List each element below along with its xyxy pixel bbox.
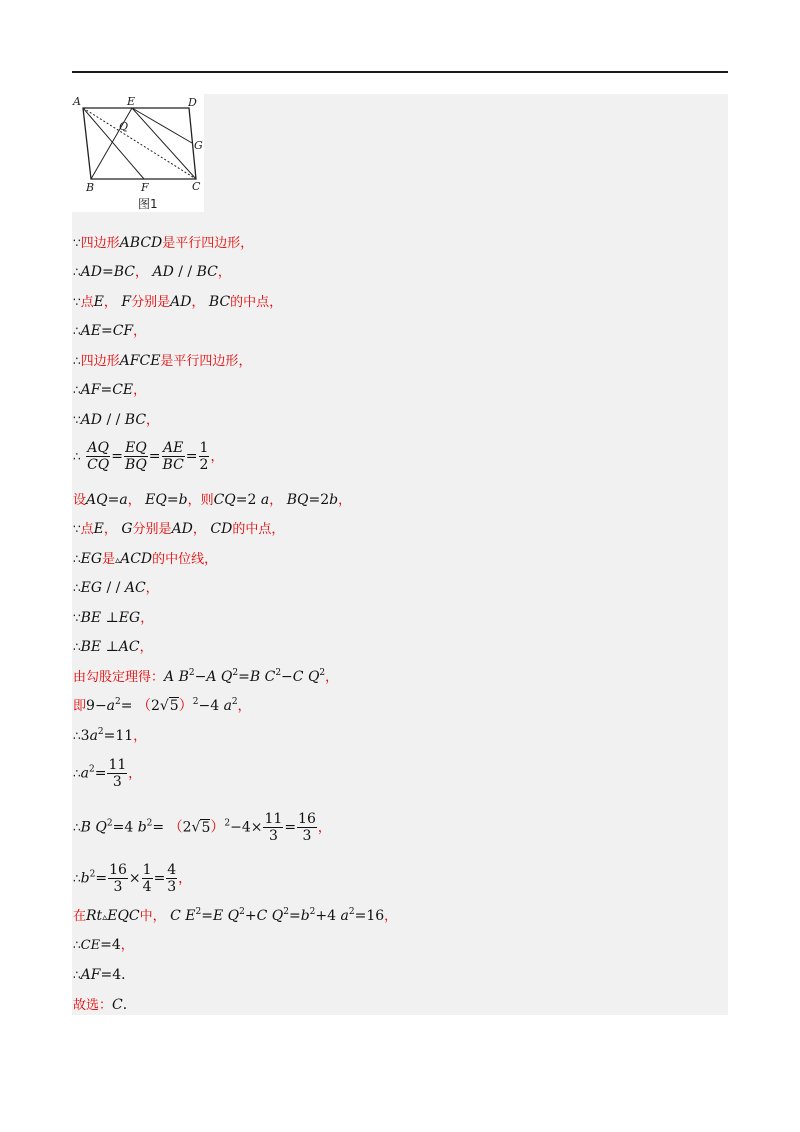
text: 的中位线 — [152, 552, 205, 567]
math: 16 — [366, 908, 385, 924]
exponent: 2 — [348, 907, 355, 917]
step-line-5 — [73, 352, 251, 371]
numerator: 11 — [264, 811, 283, 827]
math: CE — [80, 938, 101, 953]
denominator: 3 — [302, 828, 312, 844]
math: EG — [118, 610, 141, 626]
figure-caption: 图1 — [138, 197, 158, 211]
exponent: 2 — [275, 668, 282, 678]
because-symbol: ∵ — [73, 236, 81, 250]
math: = — [112, 819, 125, 836]
math: CQ — [213, 492, 236, 508]
punct: ， — [240, 236, 254, 251]
math: ACD — [120, 551, 153, 567]
label-f: F — [141, 181, 149, 194]
step-line-13 — [73, 609, 153, 628]
math: = — [166, 492, 179, 508]
math: 11 — [115, 728, 134, 744]
therefore-symbol: ∴ — [73, 552, 81, 566]
fraction — [124, 440, 148, 473]
math: C E — [170, 908, 196, 924]
math: = — [100, 323, 113, 339]
punct: ， — [317, 820, 331, 836]
fraction — [107, 757, 127, 790]
math: AD — [170, 294, 192, 310]
step-line-14 — [73, 638, 153, 657]
math: = — [153, 870, 166, 887]
denominator: CQ — [87, 457, 110, 473]
math: b — [300, 908, 310, 924]
therefore-symbol: ∴ — [73, 354, 81, 368]
math: / / — [106, 412, 121, 428]
step-line-24 — [73, 996, 137, 1015]
punct: ， — [140, 611, 154, 626]
therefore-symbol: ∴ — [73, 938, 81, 952]
math: B C — [249, 669, 276, 685]
math: AF — [80, 382, 101, 398]
math: AE — [80, 323, 101, 339]
math: = — [152, 819, 165, 836]
math: × — [250, 819, 263, 836]
math: / / — [106, 580, 121, 596]
denominator: 3 — [112, 774, 122, 790]
math: 4 — [124, 819, 134, 836]
math: E Q — [212, 908, 240, 924]
math: + — [244, 908, 257, 924]
therefore-symbol: ∴ — [73, 324, 81, 338]
segment-ec — [132, 108, 196, 179]
math: / / — [178, 264, 193, 280]
math: − — [281, 669, 293, 685]
punct: ， — [127, 493, 141, 508]
math: a — [260, 492, 270, 508]
math: AD — [152, 264, 174, 280]
parallelogram-diagram — [72, 94, 204, 212]
sqrt-symbol: √ — [191, 819, 201, 836]
step-line-7 — [73, 411, 159, 430]
exponent: 2 — [106, 818, 113, 829]
math: = — [103, 728, 116, 744]
punct: ， — [128, 766, 142, 782]
step-line-21 — [73, 907, 397, 927]
label-c: C — [192, 180, 201, 193]
denominator: BQ — [125, 457, 147, 473]
math: a — [223, 698, 232, 714]
math: = — [107, 492, 120, 508]
math: 2 — [150, 698, 160, 714]
text: 分别是 — [131, 295, 171, 310]
math: E — [93, 521, 104, 537]
punct: ， — [103, 522, 117, 537]
punct: ， — [120, 938, 134, 953]
because-symbol: ∵ — [73, 611, 81, 625]
math: AD — [80, 264, 102, 280]
step-line-11 — [73, 550, 217, 570]
math: a — [119, 492, 128, 508]
math: AC — [124, 580, 146, 596]
math: = — [100, 967, 113, 983]
math: Rt — [86, 908, 103, 924]
step-line-9 — [73, 491, 351, 510]
header-rule — [72, 71, 728, 73]
fraction — [142, 862, 153, 895]
math: ABCD — [119, 235, 163, 251]
punct: ， — [133, 383, 147, 398]
exponent: 2 — [115, 697, 121, 707]
therefore-symbol: ∴ — [73, 766, 81, 781]
denominator: 3 — [167, 879, 177, 895]
numerator: AQ — [87, 440, 109, 456]
math: = — [94, 765, 107, 782]
math: − — [194, 669, 207, 685]
text: 即 — [73, 699, 87, 714]
math: ⊥ — [105, 639, 119, 655]
step-line-16 — [73, 697, 251, 716]
answer-label: 故选： — [73, 998, 113, 1013]
math: b — [137, 819, 147, 836]
punct: ， — [325, 670, 339, 685]
step-line-17 — [73, 727, 146, 746]
exponent: 2 — [89, 869, 96, 880]
therefore-symbol: ∴ — [73, 968, 81, 982]
math: E — [93, 294, 104, 310]
paren: （ — [136, 698, 151, 714]
because-symbol: ∵ — [73, 295, 81, 309]
exponent: 2 — [309, 907, 316, 917]
math: BE — [80, 610, 102, 626]
math: b — [80, 870, 90, 887]
therefore-symbol: ∴ — [73, 820, 81, 835]
label-g: G — [194, 139, 203, 152]
math: = — [111, 448, 124, 465]
triangle-symbol: ▵ — [102, 912, 108, 923]
punct: ， — [237, 699, 251, 714]
punct: ， — [210, 449, 224, 465]
numerator: 16 — [109, 862, 127, 878]
math: C Q — [292, 669, 320, 685]
text: 是平行四边形 — [160, 354, 239, 369]
math: BC — [196, 264, 218, 280]
math: C Q — [256, 908, 284, 924]
math: A B — [164, 669, 189, 685]
answer-choice: C — [112, 997, 123, 1013]
step-line-23 — [73, 966, 135, 984]
math: ⊥ — [105, 610, 119, 626]
math: CF — [112, 323, 134, 339]
math: = — [354, 908, 367, 924]
math: − — [94, 698, 107, 714]
math: 4 — [327, 908, 337, 924]
therefore-symbol: ∴ — [73, 449, 81, 464]
punct: ， — [192, 522, 206, 537]
because-symbol: ∵ — [73, 413, 81, 427]
exponent: 2 — [232, 668, 239, 678]
text: 在 — [73, 909, 87, 924]
math: 2 — [247, 492, 257, 508]
denominator: 3 — [113, 879, 123, 895]
fraction — [263, 811, 283, 844]
label-q: Q — [119, 120, 129, 133]
denominator: BC — [162, 457, 184, 473]
math: 4 — [111, 937, 121, 953]
numerator: 4 — [167, 862, 177, 878]
paren: ） — [178, 698, 193, 714]
punct: ， — [191, 295, 205, 310]
math: AD — [171, 521, 193, 537]
punct: ， — [103, 295, 117, 310]
math: 4 — [112, 967, 122, 983]
math: + — [315, 908, 328, 924]
math: = — [284, 819, 297, 836]
paren: （ — [168, 819, 183, 836]
text: 由勾股定理得： — [73, 670, 165, 685]
diagonal-ac — [83, 108, 196, 179]
math: = — [100, 382, 113, 398]
math: BC — [113, 264, 135, 280]
math: B Q — [80, 819, 107, 836]
math: 2 — [320, 492, 330, 508]
text: 是 — [102, 552, 116, 567]
math: 4 — [241, 819, 251, 836]
punct: ， — [271, 522, 285, 537]
label-e: E — [127, 95, 136, 108]
numerator: EQ — [125, 440, 147, 456]
step-line-20 — [73, 862, 191, 895]
text: 点 — [80, 522, 94, 537]
math: CE — [112, 382, 134, 398]
text: ，则 — [187, 493, 214, 508]
punct: ， — [139, 640, 153, 655]
punct: ， — [133, 729, 147, 744]
step-line-3 — [73, 293, 282, 312]
segment-af — [83, 108, 144, 179]
punct: ， — [238, 354, 252, 369]
math: = — [185, 448, 198, 465]
math: = — [238, 669, 250, 685]
math: AQ — [86, 492, 108, 508]
text: 分别是 — [132, 522, 172, 537]
numerator: 11 — [108, 757, 127, 773]
segment-be — [91, 108, 132, 179]
math: CD — [210, 521, 233, 537]
punct: ， — [217, 265, 231, 280]
math: EG — [80, 551, 103, 567]
exponent: 2 — [97, 727, 104, 737]
exponent: 2 — [192, 697, 199, 707]
math: BC — [124, 412, 147, 428]
math: − — [198, 698, 211, 714]
math: BE — [80, 639, 102, 655]
exponent: 2 — [239, 907, 245, 917]
numerator: 1 — [199, 440, 209, 456]
step-line-4 — [73, 322, 146, 341]
math: A Q — [206, 669, 233, 685]
step-line-18 — [73, 757, 141, 790]
step-line-6 — [73, 381, 146, 400]
punct: ， — [269, 493, 283, 508]
math: = — [308, 492, 321, 508]
geometry-figure — [72, 94, 204, 212]
math: AFCE — [119, 353, 161, 369]
math: 4 — [210, 698, 220, 714]
math: AC — [118, 639, 140, 655]
step-line-15 — [73, 668, 338, 687]
numerator: AE — [162, 440, 184, 456]
fraction — [297, 811, 317, 844]
text: 的中点 — [230, 295, 270, 310]
denominator: 3 — [268, 828, 278, 844]
math: G — [121, 521, 133, 537]
math: = — [288, 908, 301, 924]
denominator: 4 — [142, 879, 152, 895]
text: 设 — [73, 493, 87, 508]
punct: ． — [121, 967, 136, 983]
fraction — [108, 862, 128, 895]
step-line-19 — [73, 811, 331, 844]
exponent: 2 — [89, 764, 95, 775]
fraction — [86, 440, 110, 473]
punct: ， — [204, 552, 218, 567]
math: EQ — [145, 492, 167, 508]
exponent: 2 — [231, 697, 238, 707]
therefore-symbol: ∴ — [73, 871, 81, 886]
math: AF — [80, 967, 101, 983]
math: 3 — [80, 728, 90, 744]
math: = — [120, 698, 133, 714]
triangle-symbol: ▵ — [115, 555, 121, 566]
segment-eg — [132, 108, 192, 143]
therefore-symbol: ∴ — [73, 640, 81, 654]
math: a — [340, 908, 349, 924]
exponent: 2 — [188, 668, 195, 678]
therefore-symbol: ∴ — [73, 729, 81, 743]
math: F — [121, 294, 132, 310]
punct: ， — [269, 295, 283, 310]
fraction — [162, 440, 185, 473]
exponent: 2 — [146, 818, 153, 829]
math: EG — [80, 580, 103, 596]
math: a — [89, 728, 98, 744]
math: = — [95, 870, 108, 887]
therefore-symbol: ∴ — [73, 383, 81, 397]
therefore-symbol: ∴ — [73, 581, 81, 595]
label-b: B — [86, 181, 95, 194]
text: 四边形 — [80, 236, 120, 251]
step-line-1 — [73, 234, 253, 253]
text: 中， — [139, 909, 166, 924]
step-line-12 — [73, 579, 159, 598]
exponent: 2 — [195, 907, 202, 917]
punct: ． — [122, 997, 137, 1013]
text: 四边形 — [80, 354, 120, 369]
math: = — [201, 908, 213, 924]
math: 2 — [182, 819, 192, 836]
step-line-2 — [73, 263, 231, 282]
sqrt-symbol: √ — [159, 698, 169, 714]
fraction — [199, 440, 210, 473]
punct: ， — [134, 265, 148, 280]
punct: ， — [146, 413, 160, 428]
math: BQ — [286, 492, 309, 508]
math: b — [329, 492, 339, 508]
label-a: A — [73, 95, 81, 108]
exponent: 2 — [319, 668, 326, 678]
math: b — [178, 492, 188, 508]
label-d: D — [188, 96, 197, 109]
numerator: 1 — [142, 862, 152, 878]
math: = — [235, 492, 248, 508]
exponent: 2 — [283, 907, 289, 917]
therefore-symbol: ∴ — [73, 265, 81, 279]
math: = — [101, 264, 114, 280]
text: 点 — [80, 295, 94, 310]
math: = — [148, 448, 161, 465]
step-line-22 — [73, 936, 134, 955]
text: 的中点 — [232, 522, 272, 537]
punct: ， — [384, 909, 398, 924]
math: × — [128, 870, 141, 887]
numerator: 16 — [298, 811, 316, 827]
punct: ， — [133, 324, 147, 339]
because-symbol: ∵ — [73, 522, 81, 536]
paren: ） — [210, 819, 225, 836]
math: 9 — [86, 698, 95, 714]
punct: ， — [145, 581, 159, 596]
math: = — [100, 937, 112, 953]
punct: ， — [178, 871, 192, 887]
exponent: 2 — [224, 818, 231, 829]
fraction — [166, 862, 177, 895]
math: BC — [208, 294, 231, 310]
punct: ， — [338, 493, 352, 508]
text: 是平行四边形 — [162, 236, 241, 251]
math: AD — [80, 412, 102, 428]
math: 5 — [201, 819, 211, 836]
math: a — [106, 698, 116, 714]
step-line-8 — [73, 440, 223, 473]
math: 5 — [169, 698, 179, 714]
math: a — [80, 765, 89, 782]
denominator: 2 — [199, 457, 209, 473]
math: EQC — [107, 908, 140, 924]
step-line-10 — [73, 520, 284, 539]
math: − — [230, 819, 242, 836]
